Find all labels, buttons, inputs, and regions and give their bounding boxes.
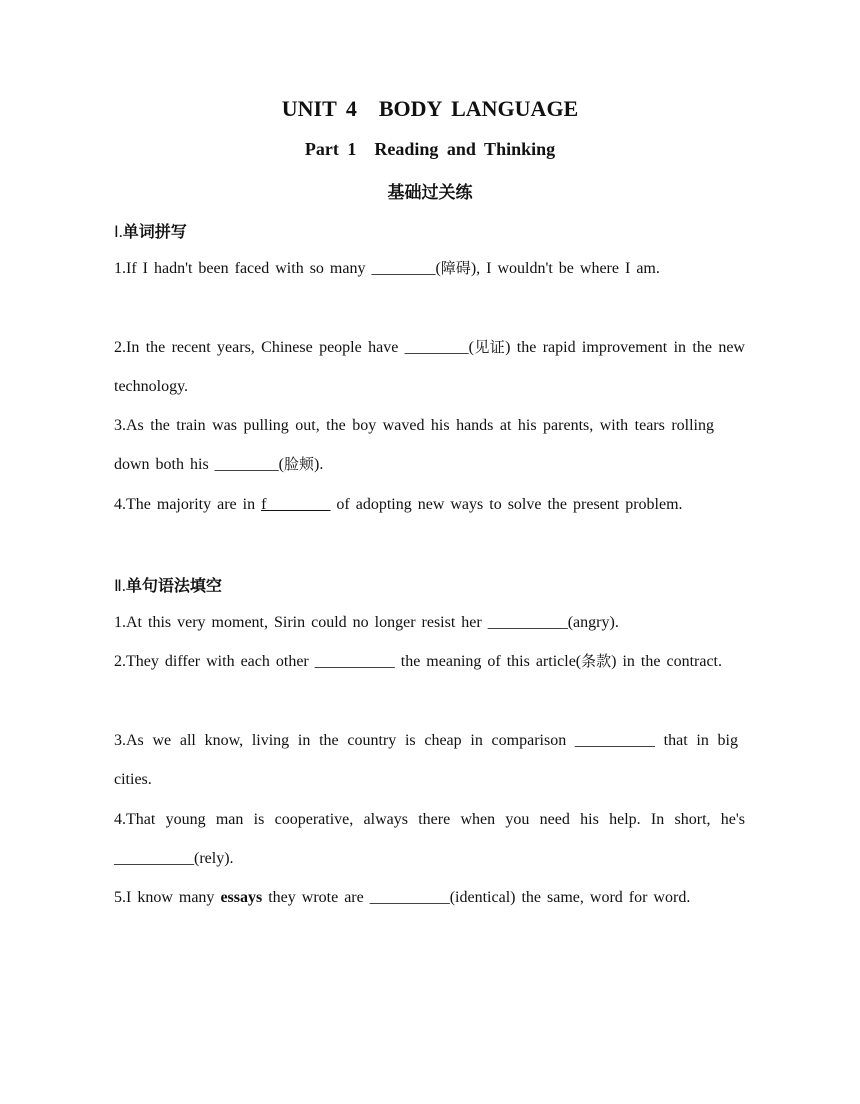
s1-q4-text-start: 4.The majority are in xyxy=(114,496,262,513)
s2-q5-bold-word: essays xyxy=(220,889,263,906)
unit-title: UNIT 4 BODY LANGUAGE xyxy=(281,96,579,121)
section1-heading xyxy=(114,219,187,242)
s2-q4-text: 4.That young man is cooperative, always there when you need his help. In short, he's __________(rely). xyxy=(114,811,745,868)
section1-title: 单词拼写 xyxy=(122,222,187,241)
s2-question-3 xyxy=(114,721,738,800)
s1-q2-text-end: ) the rapid improvement in the new technology. xyxy=(114,339,745,396)
s1-q3-hint: 脸颊 xyxy=(284,455,315,474)
s1-q1-text-start: 1.If I hadn't been faced with so many ________( xyxy=(114,260,441,277)
s1-q4-text-end: of adopting new ways to solve the present problem. xyxy=(330,496,683,513)
s2-question-4 xyxy=(114,800,745,879)
s2-question-1 xyxy=(114,603,745,642)
section-title: 基础过关练 xyxy=(387,183,473,203)
s2-q5-text-end: they wrote are __________(identical) the same, word for word. xyxy=(262,889,691,906)
s2-question-5 xyxy=(114,878,728,917)
s2-q2-hint: 条款 xyxy=(581,652,612,670)
s2-q3-text: 3.As we all know, living in the country is cheap in comparison __________ that in big cities. xyxy=(114,732,738,789)
s1-q1-hint: 障碍 xyxy=(440,259,471,277)
s2-q1-text: 1.At this very moment, Sirin could no longer resist her __________(angry). xyxy=(114,614,619,631)
s1-question-1 xyxy=(114,249,745,288)
s1-q2-text-start: 2.In the recent years, Chinese people have ________( xyxy=(114,339,474,356)
part-title: Part 1 Reading and Thinking xyxy=(304,139,556,159)
s2-q2-text-start: 2.They differ with each other __________ the meaning of this article( xyxy=(114,653,582,670)
s1-q2-hint: 见证 xyxy=(474,338,506,356)
section2-heading xyxy=(114,573,222,596)
s2-question-2 xyxy=(114,642,745,681)
section2-title: 单句语法填空 xyxy=(125,576,222,595)
s2-q5-text-start: 5.I know many xyxy=(114,889,221,906)
s1-question-4 xyxy=(114,485,708,524)
s1-q1-text-end: ), I wouldn't be where I am. xyxy=(470,260,660,277)
s1-q4-blank: f________ xyxy=(261,496,331,513)
s1-question-2 xyxy=(114,328,745,407)
section2-number: Ⅱ. xyxy=(114,578,126,595)
s1-question-3 xyxy=(114,406,714,485)
s1-q3-text-start: 3.As the train was pulling out, the boy waved his hands at his parents, with tears rolling down both his ________( xyxy=(114,417,714,474)
s1-q3-text-end: ). xyxy=(314,456,324,474)
s2-q2-text-end: ) in the contract. xyxy=(611,653,722,670)
section1-number: Ⅰ. xyxy=(114,224,123,241)
